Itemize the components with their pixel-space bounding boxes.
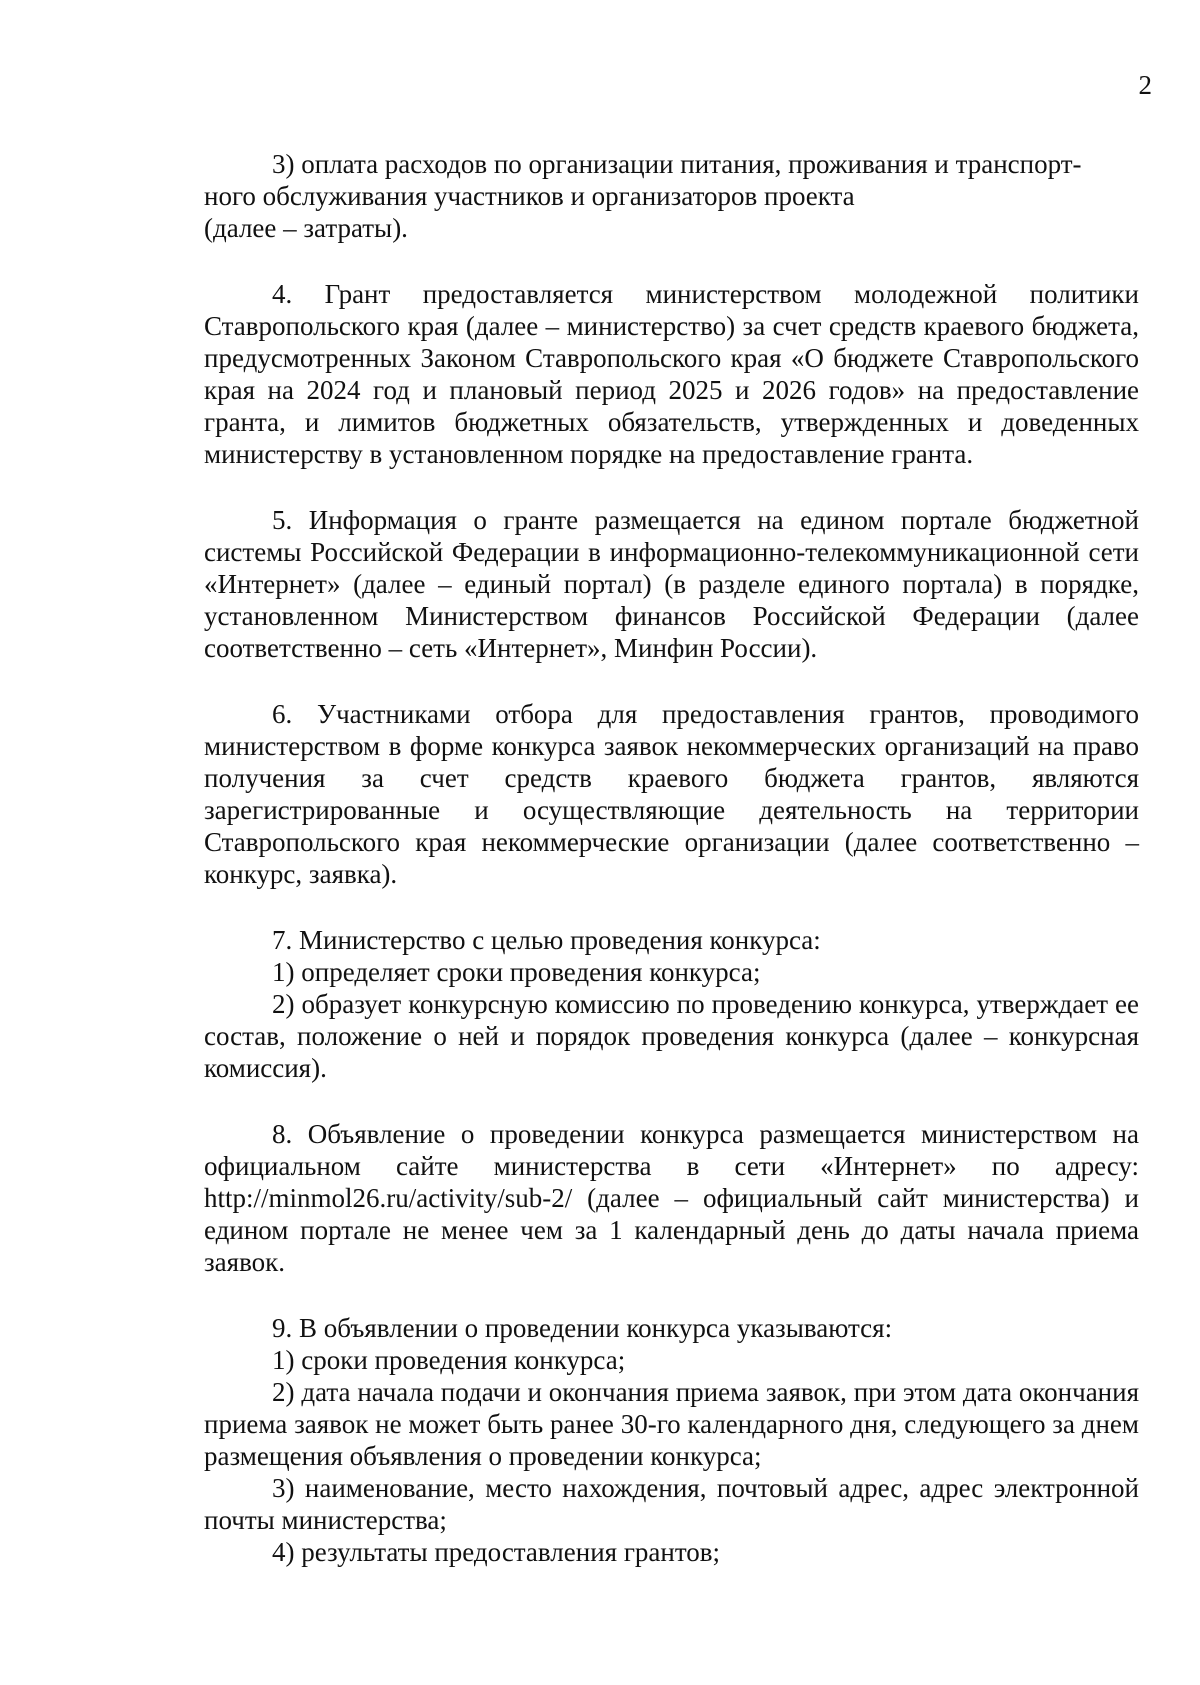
paragraph-5 [204, 504, 1139, 664]
paragraph-7-item-2: 2) образует конкурсную комиссию по проведению конкурса, утверждает ее состав, положение о ней и порядок проведения конкурса (далее – конкурсная комиссия). [204, 989, 1139, 1083]
paragraph-3-line-1: 3) оплата расходов по организации питания, проживания и транспорт- [272, 149, 1082, 179]
paragraph-9-item-2: 2) дата начала подачи и окончания приема заявок, при этом дата окончания приема заявок не может быть ранее 30-го календарного дня, следующего за днем размещения объявления о проведении конкурса; [204, 1377, 1139, 1471]
paragraph-3-line-2: ного обслуживания участников и организаторов проекта [204, 181, 855, 211]
paragraph-8 [204, 1118, 1139, 1278]
paragraph-9-item-4: 4) результаты предоставления грантов; [272, 1537, 721, 1567]
paragraph-7-intro: 7. Министерство с целью проведения конкурса: [272, 925, 821, 955]
paragraph-9-item-1: 1) сроки проведения конкурса; [272, 1345, 626, 1375]
paragraph-4 [204, 278, 1139, 470]
paragraph-6-text: 6. Участниками отбора для предоставления грантов, проводимого министерством в форме конкурса заявок некоммерческих организаций на право получения за счет средств краевого бюджета грантов, являются зарегистрированные и осуществляющие деятельность на территории Ставропольского края некоммерческие организации (далее соответственно – конкурс, заявка). [204, 699, 1139, 889]
paragraph-7-item-1: 1) определяет сроки проведения конкурса; [272, 957, 761, 987]
paragraph-7 [204, 924, 1139, 1084]
paragraph-8-line-1: 8. Объявление о проведении конкурса размещается министерством на [272, 1119, 1139, 1149]
paragraph-3-line-3: (далее – затраты). [204, 213, 408, 243]
page-number: 2 [1138, 70, 1152, 100]
paragraph-3 [204, 148, 1139, 244]
paragraph-9 [204, 1312, 1139, 1568]
paragraph-8-rest: http://minmol26.ru/activity/sub-2/ (далее – официальный сайт министерства) и едином портале не менее чем за 1 календарный день до даты начала приема заявок. [204, 1183, 1139, 1277]
paragraph-8-line-2: официальном сайте министерства в сети «Интернет» по адресу: [204, 1151, 1139, 1181]
paragraph-5-text: 5. Информация о гранте размещается на едином портале бюджетной системы Российской Федерации в информационно-телекоммуникационной сети «Интернет» (далее – единый портал) (в разделе единого портала) в порядке, установленном Министерством финансов Российской Федерации (далее соответственно – сеть «Интернет», Минфин России). [204, 505, 1139, 663]
paragraph-9-intro: 9. В объявлении о проведении конкурса указываются: [272, 1313, 893, 1343]
document-body [204, 148, 1139, 1568]
paragraph-6 [204, 698, 1139, 890]
paragraph-4-text: 4. Грант предоставляется министерством молодежной политики Ставропольского края (далее – министерство) за счет средств краевого бюджета, предусмотренных Законом Ставропольского края «О бюджете Ставропольского края на 2024 год и плановый период 2025 и 2026 годов» на предоставление гранта, и лимитов бюджетных обязательств, утвержденных и доведенных министерству в установленном порядке на предоставление гранта. [204, 279, 1139, 469]
paragraph-9-item-3: 3) наименование, место нахождения, почтовый адрес, адрес электронной почты министерства; [204, 1473, 1139, 1535]
